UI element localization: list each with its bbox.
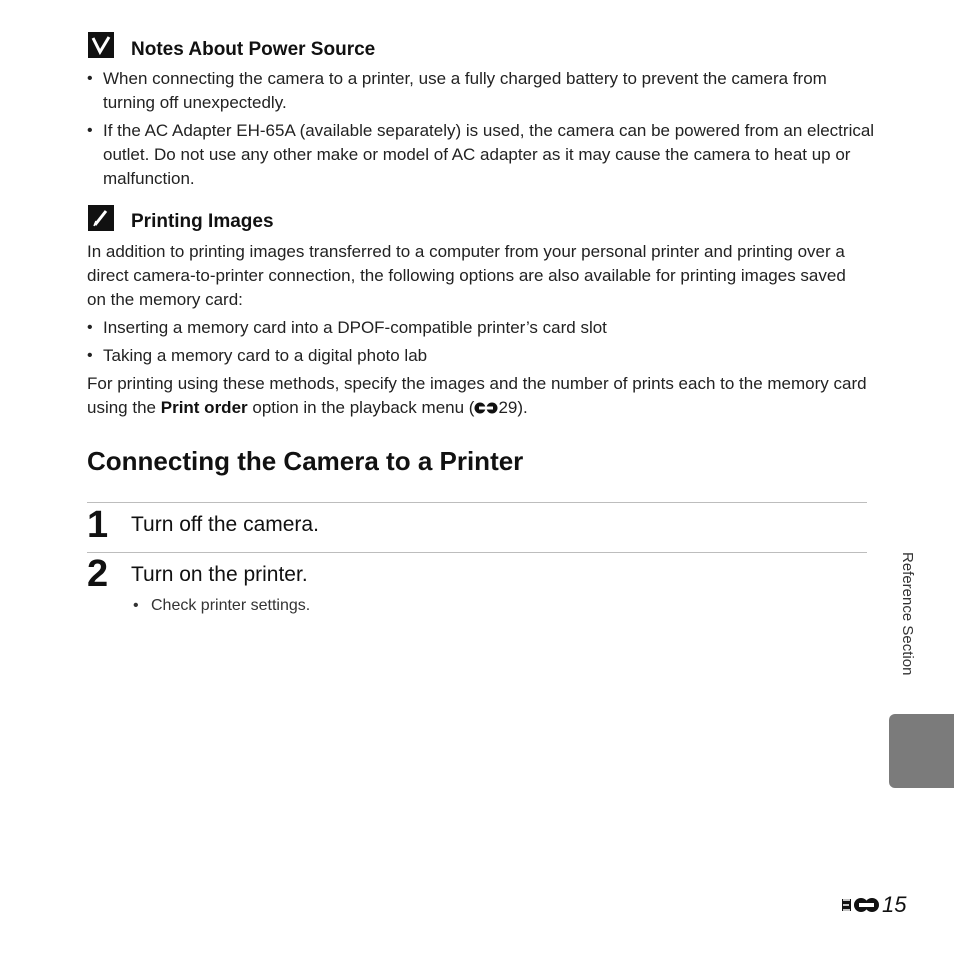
side-section-label: Reference Section — [899, 552, 916, 676]
reference-section-icon — [474, 401, 498, 415]
section-index-tab[interactable] — [889, 714, 954, 788]
reference-page: 29 — [498, 398, 518, 417]
print-order-term: Print order — [160, 398, 248, 417]
step-2-divider — [87, 552, 867, 553]
step-2-number: 2 — [87, 553, 109, 595]
step-2-sub-bullet: • Check printer settings. — [133, 597, 310, 615]
note-power-bullet-1: • When connecting the camera to a printer, use a fully charged battery to prevent the camera from turning off unexpectedly. — [87, 67, 883, 115]
closing-text-end: ). — [517, 398, 528, 417]
step-1-divider — [87, 502, 867, 503]
note-printing-closing — [87, 372, 867, 420]
step-2-text: Turn on the printer. — [131, 563, 308, 586]
page-number — [842, 892, 906, 918]
note-printing-bullet-2: • Taking a memory card to a digital photo lab — [87, 344, 883, 368]
pencil-note-icon — [88, 205, 114, 231]
closing-text-post: option in the playback menu ( — [247, 398, 475, 417]
reference-section-icon — [842, 895, 880, 915]
note-printing-intro: In addition to printing images transferred to a computer from your personal printer and printing over a direct camera-to-printer connection, the following options are also available for printing images saved on the memory card: — [87, 242, 846, 309]
step-1-text: Turn off the camera. — [131, 513, 319, 536]
note-power-title: Notes About Power Source — [131, 39, 376, 60]
note-power-bullet-2: • If the AC Adapter EH-65A (available separately) is used, the camera can be powered from an electrical outlet. Do not use any other make or model of AC adapter as it may cause the camera to heat up or malfunction. — [87, 119, 883, 191]
section-title: Connecting the Camera to a Printer — [87, 446, 524, 476]
note-printing-title: Printing Images — [131, 211, 274, 232]
caution-check-icon — [88, 32, 114, 58]
page-number-value: 15 — [882, 892, 907, 917]
step-1-number: 1 — [87, 504, 109, 546]
reference-link[interactable] — [474, 396, 517, 420]
note-printing-bullet-1: • Inserting a memory card into a DPOF-compatible printer’s card slot — [87, 316, 883, 340]
closing-text-pre: For printing using these methods, specify the images and the number of prints each to the memory card using the — [87, 374, 867, 417]
